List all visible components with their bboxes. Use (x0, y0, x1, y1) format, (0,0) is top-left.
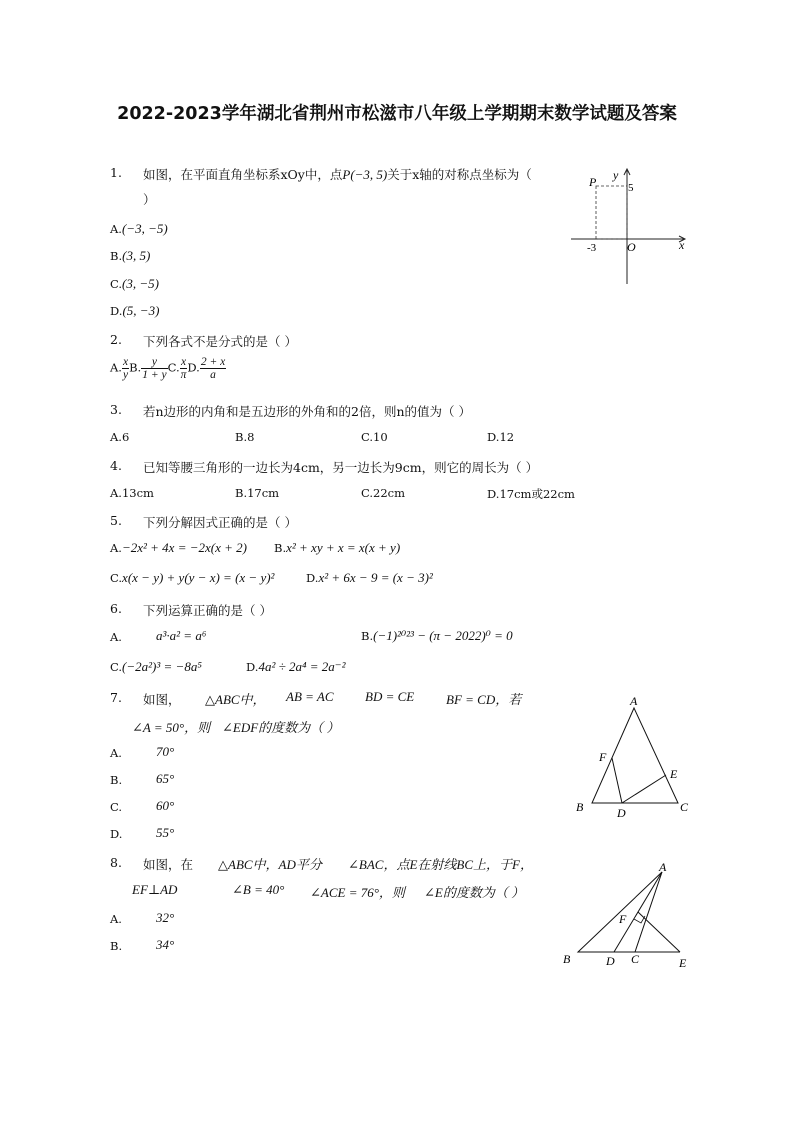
q4-option-d: D.17cm或22cm (487, 487, 575, 501)
q7-number: 7. (110, 690, 122, 705)
q8-option-b-value: 34° (156, 937, 175, 952)
q5-option-b: B.x² + xy + x = x(x + y) (274, 540, 401, 555)
q1-coordinate-figure (565, 165, 695, 290)
q7-label-b: B (576, 800, 584, 814)
q1-label-x: x (679, 238, 685, 252)
q1-option-b: B.(3, 5) (110, 248, 151, 263)
q7-option-c-value: 60° (156, 798, 175, 813)
q5-option-c: C.x(x − y) + y(y − x) = (x − y)² (110, 570, 275, 585)
q1-point: P(−3, 5) (342, 167, 388, 182)
q7-label-c: C (680, 800, 689, 814)
q2-options: A. $\frac{x}{y}$ B. $\frac{y}{1 + y}$ C. $\frac{x}{\pi}$ D. $\frac{2 + x}{a}$ (110, 356, 226, 381)
q5-stem: 下列分解因式正确的是（ ） (143, 515, 297, 530)
q5-option-a: A.−2x² + 4x = −2x(x + 2) (110, 540, 247, 555)
q8-number: 8. (110, 855, 122, 870)
q3-stem: 若n边形的内角和是五边形的外角和的2倍，则n的值为（ ） (143, 404, 472, 419)
q1-label-neg3: -3 (587, 242, 597, 254)
q2-fraction-c: $\frac{x}{\pi}$ (180, 356, 187, 381)
q7-line1-b: △ABC中， (205, 692, 266, 707)
q3-option-d: D.12 (487, 430, 515, 444)
q8-option-a: A. (110, 912, 122, 926)
q6-option-c: C.(−2a²)³ = −8a⁵ (110, 659, 202, 674)
q1-stem (143, 165, 532, 183)
q6-option-d: D.4a² ÷ 2a⁴ = 2a⁻² (246, 659, 346, 674)
q7-option-d-value: 55° (156, 825, 175, 840)
q3-option-a: A.6 (110, 430, 130, 444)
q7-label-f: F (599, 750, 607, 764)
q1-dashed-projection (596, 186, 627, 239)
q2-fraction-a: $\frac{x}{y}$ (122, 356, 129, 381)
q5-option-d: D.x² + 6x − 9 = (x − 3)² (306, 570, 433, 585)
q7-option-a: A. (110, 746, 122, 760)
q8-label-f: F (619, 912, 627, 926)
q7-line1-e: BF = CD，若 (446, 692, 522, 707)
q8-line1-c: ∠BAC，点E在射线BC上，于F， (348, 857, 533, 872)
q1-label-p: P (589, 175, 597, 189)
q7-option-d: D. (110, 827, 123, 841)
page-title: 2022-2023学年湖北省荆州市松滋市八年级上学期期末数学试题及答案 (117, 104, 677, 124)
q1-option-a: A.(−3, −5) (110, 221, 168, 236)
q4-number: 4. (110, 458, 122, 473)
q8-line2-a: EF⊥AD (132, 882, 178, 897)
q6-option-a: a³·a² = a⁶ (156, 628, 207, 643)
q7-line2-b: ∠EDF的度数为（ ） (222, 720, 340, 735)
q2-stem: 下列各式不是分式的是（ ） (143, 334, 297, 349)
q1-stem-text: 如图，在平面直角坐标系xOy中，点 (143, 167, 343, 182)
q8-option-b: B. (110, 939, 123, 953)
q8-triangle-figure (555, 855, 705, 975)
q7-option-a-value: 70° (156, 744, 175, 759)
q7-line1-a: 如图， (143, 692, 181, 707)
q7-line2-a: ∠A = 50°，则 (132, 720, 211, 735)
q1-label-five: 5 (628, 182, 634, 194)
q1-option-c: C.(3, −5) (110, 276, 159, 291)
q6-option-b: B.(−1)²⁰²³ − (π − 2022)⁰ = 0 (361, 628, 513, 643)
q8-label-b: B (563, 952, 571, 966)
q7-option-b-value: 65° (156, 771, 175, 786)
q8-line2-c: ∠ACE = 76°，则 (310, 885, 405, 900)
q6-option-a-label: A. (110, 630, 122, 644)
q8-label-a: A (659, 860, 667, 874)
q8-line1-b: △ABC中，AD平分 (218, 857, 322, 872)
q8-line2-d: ∠E的度数为（ ） (424, 885, 525, 900)
q1-option-d: D.(5, −3) (110, 303, 160, 318)
q7-option-b: B. (110, 773, 123, 787)
q3-option-c: C.10 (361, 430, 388, 444)
q6-stem: 下列运算正确的是（ ） (143, 603, 272, 618)
q4-option-a: A.13cm (110, 486, 154, 500)
q4-option-b: B.17cm (235, 486, 280, 500)
q8-line1-a: 如图，在 (143, 857, 194, 872)
q7-line1-c: AB = AC (286, 689, 334, 704)
q3-option-b: B.8 (235, 430, 255, 444)
q8-label-c: C (631, 952, 640, 966)
q1-number: 1. (110, 165, 122, 180)
q6-number: 6. (110, 601, 122, 616)
q1-label-y: y (613, 168, 619, 182)
q7-label-e: E (670, 767, 678, 781)
q8-line2-b: ∠B = 40° (232, 882, 285, 897)
q7-label-d: D (617, 806, 626, 820)
q7-triangle-figure (570, 692, 700, 827)
q1-close-paren: ） (143, 192, 156, 207)
q4-stem: 已知等腰三角形的一边长为4cm，另一边长为9cm，则它的周长为（ ） (143, 460, 539, 475)
q4-option-c: C.22cm (361, 486, 406, 500)
q1-label-origin: O (627, 240, 636, 254)
q2-fraction-d: $\frac{2 + x}{a}$ (200, 356, 226, 381)
q8-option-a-value: 32° (156, 910, 175, 925)
q7-label-a: A (630, 694, 638, 708)
q7-option-c: C. (110, 800, 123, 814)
q5-number: 5. (110, 513, 122, 528)
q2-number: 2. (110, 332, 122, 347)
q7-segment-df (612, 758, 622, 803)
q1-stem-text-2: 关于x轴的对称点坐标为（ (387, 167, 532, 182)
q7-line1-d: BD = CE (365, 689, 415, 704)
q7-segment-de (622, 775, 666, 803)
q8-label-d: D (606, 954, 615, 968)
q2-fraction-b: $\frac{y}{1 + y}$ (142, 356, 167, 381)
q3-number: 3. (110, 402, 122, 417)
q8-label-e: E (679, 956, 687, 970)
